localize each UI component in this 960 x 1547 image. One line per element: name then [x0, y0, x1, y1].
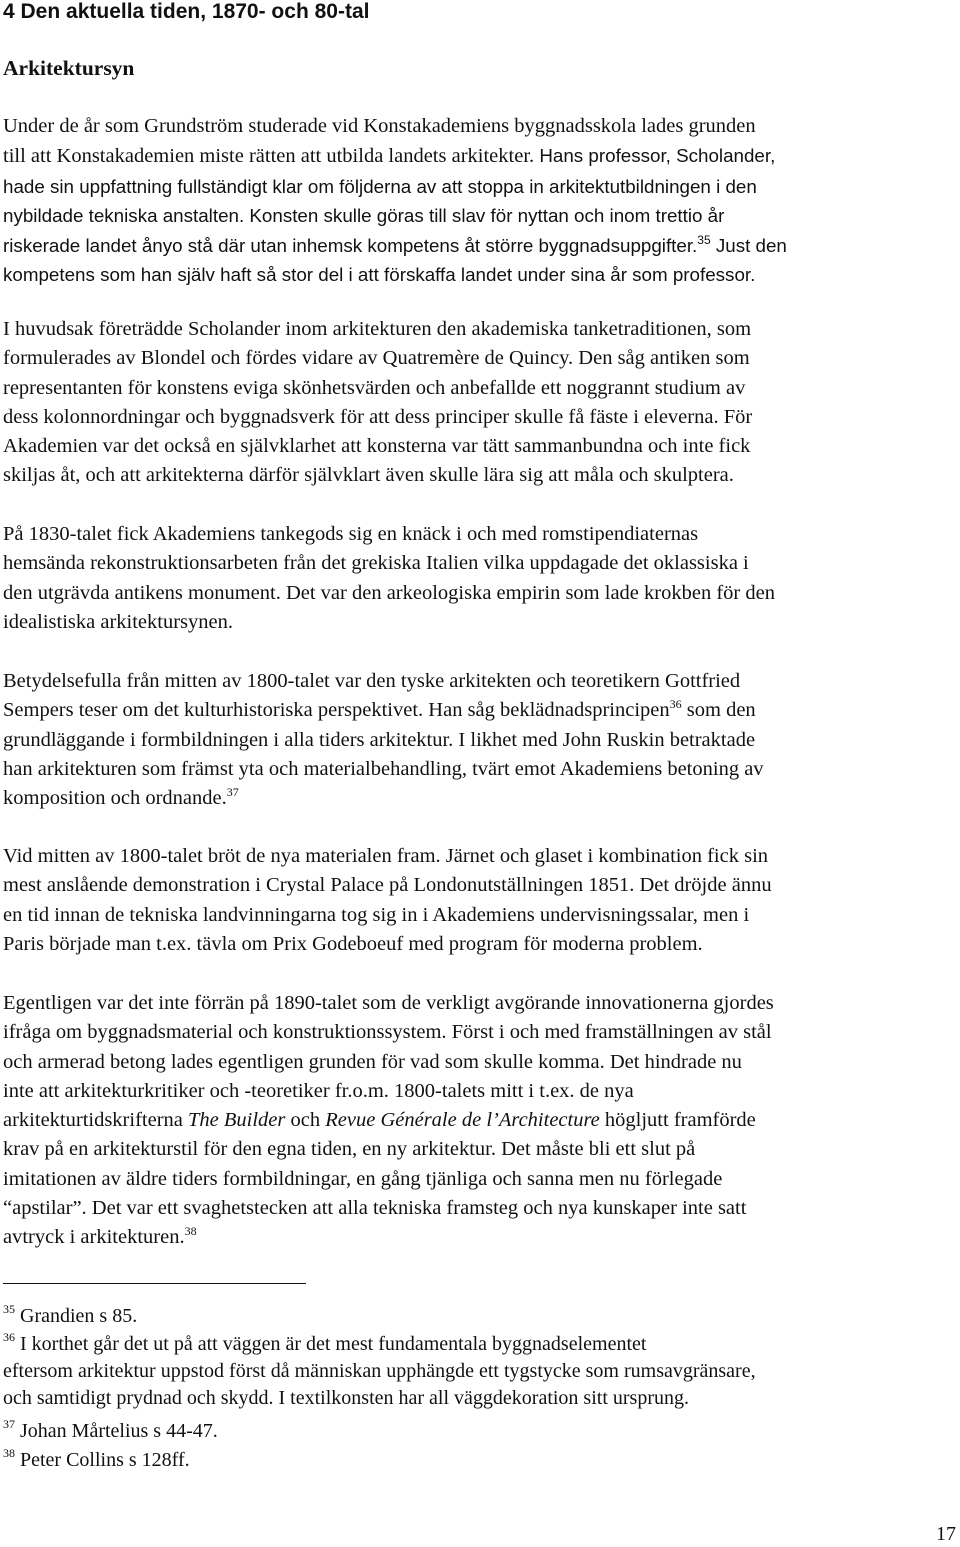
text-run: till att Konstakademien miste rätten att utbilda landets arkitekter.	[3, 145, 535, 168]
footnote-line	[3, 1331, 756, 1358]
footnote-text: I korthet går det ut på att väggen är det mest fundamentala byggnadselementet	[15, 1333, 647, 1355]
text-run: arkitekturtidskrifterna	[3, 1109, 189, 1132]
text-line: Under de år som Grundström studerade vid Konstakademiens byggnadsskola lades grunden	[3, 115, 756, 137]
text-line: formulerades av Blondel och fördes vidare av Quatremère de Quincy. Den såg antiken som	[3, 347, 750, 370]
paragraph-5	[3, 842, 958, 959]
text-line: dess kolonnordningar och byggnadsverk för att dess principer skulle få fäste i eleverna. För	[3, 405, 753, 428]
text-line: “apstilar”. Det var ett svaghetstecken att alla tekniska framsteg och nya kunskaper inte satt	[3, 1197, 747, 1220]
text-line: och armerad betong lades egentligen grunden för vad som skulle komma. Det hindrade nu	[3, 1050, 742, 1073]
footnote-text: Peter Collins s 128ff.	[15, 1449, 190, 1471]
text-run: och	[285, 1109, 326, 1132]
text-line: Akademien var det också en självklarhet att konsterna var tätt sammanbundna och inte fick	[3, 435, 751, 458]
footnote-line	[3, 1303, 137, 1330]
text-run-sans: Hans professor, Scholander,	[534, 145, 776, 167]
chapter-heading: 4 Den aktuella tiden, 1870- och 80-tal	[3, 0, 370, 23]
text-line: mest anslående demonstration i Crystal Palace på Londonutställningen 1851. Det dröjde ännu	[3, 874, 772, 897]
text-line: en tid innan de tekniska landvinningarna tog sig in i Akademiens undervisningssalar, men i	[3, 903, 750, 926]
text-line	[3, 231, 958, 260]
text-line: representanten för konstens eviga skönhetsvärden och anbefallde ett noggrannt studium av	[3, 376, 746, 399]
text-line	[3, 141, 958, 171]
paragraph-1	[3, 112, 958, 290]
paragraph-2	[3, 315, 958, 491]
text-run-sans: Konsten skulle göras till slav för nyttan och inom trettio år	[244, 204, 725, 226]
text-line: grundläggande i formbildningen i alla tiders arkitektur. I likhet med John Ruskin betraktade	[3, 728, 756, 751]
text-run: riskerade landet ånyo stå där utan inhemsk kompetens åt större byggnadsuppgifter.	[3, 235, 698, 257]
text-line: På 1830-talet fick Akademiens tankegods sig en knäck i och med romstipendiaternas	[3, 523, 699, 545]
footnote-number: 35	[3, 1302, 15, 1316]
text-line: den utgrävda antikens monument. Det var den arkeologiska empirin som lade krokben för den	[3, 581, 775, 604]
text-line: inte att arkitekturkritiker och -teoretiker fr.o.m. 1800-talets mitt i t.ex. de nya	[3, 1079, 634, 1102]
footnote-line: och samtidigt prydnad och skydd. I textilkonsten har all väggdekoration sitt ursprung.	[3, 1387, 689, 1409]
text-line	[3, 201, 958, 231]
footnote-line: eftersom arkitektur uppstod först då människan upphängde ett tygstycke som rumsavgränsare,	[3, 1360, 756, 1382]
text-line: idealistiska arkitektursynen.	[3, 610, 233, 633]
text-line: kompetens som han själv haft så stor del i att förskaffa landet under sina år som professor.	[3, 264, 756, 286]
paragraph-3	[3, 520, 958, 637]
text-line: han arkitekturen som främst yta och materialbehandling, tvärt emot Akademiens betoning av	[3, 757, 764, 780]
text-line: hemsända rekonstruktionsarbeten från det grekiska Italien vilka uppdagade det oklassiska i	[3, 552, 749, 575]
text-line: Vid mitten av 1800-talet bröt de nya materialen fram. Järnet och glaset i kombination fick sin	[3, 845, 769, 867]
journal-title: Revue Générale de l’Architecture	[325, 1109, 600, 1132]
footnote-ref-35: 35	[697, 233, 711, 248]
text-line	[3, 696, 958, 725]
text-run: som den	[681, 699, 756, 722]
footnote-35	[3, 1303, 137, 1330]
footnote-line	[3, 1418, 218, 1445]
text-run: komposition och ordnande.	[3, 787, 227, 810]
text-run: Just den	[710, 235, 787, 257]
footnote-ref-38: 38	[184, 1224, 197, 1239]
text-line: Paris började man t.ex. tävla om Prix Godeboeuf med program för moderna problem.	[3, 932, 703, 955]
text-line: imitationen av äldre tiders formbildningar, en gång tjänliga och sanna men nu förlegade	[3, 1167, 723, 1190]
footnote-text: Johan Mårtelius s 44-47.	[15, 1420, 218, 1442]
footnote-line	[3, 1447, 190, 1474]
text-line: ifråga om byggnadsmaterial och konstruktionssystem. Först i och med framställningen av stål	[3, 1021, 772, 1044]
footnote-text: Grandien s 85.	[15, 1305, 138, 1327]
footnote-ref-36: 36	[669, 697, 682, 712]
text-run: Sempers teser om det kulturhistoriska perspektivet. Han såg beklädnadsprincipen	[3, 699, 670, 722]
text-line	[3, 1223, 958, 1252]
footnote-38	[3, 1447, 190, 1474]
paragraph-4	[3, 667, 958, 813]
footnote-36	[3, 1331, 756, 1412]
text-line: skiljas åt, och att arkitekterna därför självklart även skulle lära sig att måla och skulptera.	[3, 464, 734, 487]
text-line: hade sin uppfattning fullständigt klar om följderna av att stoppa in arkitektutbildningen i den	[3, 175, 757, 197]
footnote-ref-37: 37	[226, 785, 239, 800]
text-line: Egentligen var det inte förrän på 1890-talet som de verkligt avgörande innovationerna gjordes	[3, 992, 774, 1014]
footnote-divider	[3, 1283, 306, 1284]
text-line: Betydelsefulla från mitten av 1800-talet var den tyske arkitekten och teoretikern Gottfried	[3, 670, 741, 692]
text-line	[3, 784, 958, 813]
text-line: krav på en arkitekturstil för den egna tiden, en ny arkitektur. Det måste bli ett slut på	[3, 1138, 696, 1161]
text-line: I huvudsak företrädde Scholander inom arkitekturen den akademiska tanketraditionen, som	[3, 318, 752, 340]
footnote-number: 38	[3, 1446, 15, 1460]
page-number: 17	[936, 1523, 956, 1545]
journal-title: The Builder	[188, 1109, 286, 1132]
text-run-sans: nybildade tekniska anstalten.	[3, 204, 245, 226]
text-run: avtryck i arkitekturen.	[3, 1226, 185, 1249]
footnote-number: 36	[3, 1330, 15, 1344]
paragraph-6	[3, 989, 958, 1253]
text-line	[3, 1106, 958, 1135]
section-heading: Arkitektursyn	[3, 56, 135, 80]
footnote-number: 37	[3, 1417, 15, 1431]
text-run: högljutt framförde	[599, 1109, 756, 1132]
footnote-37	[3, 1418, 218, 1445]
